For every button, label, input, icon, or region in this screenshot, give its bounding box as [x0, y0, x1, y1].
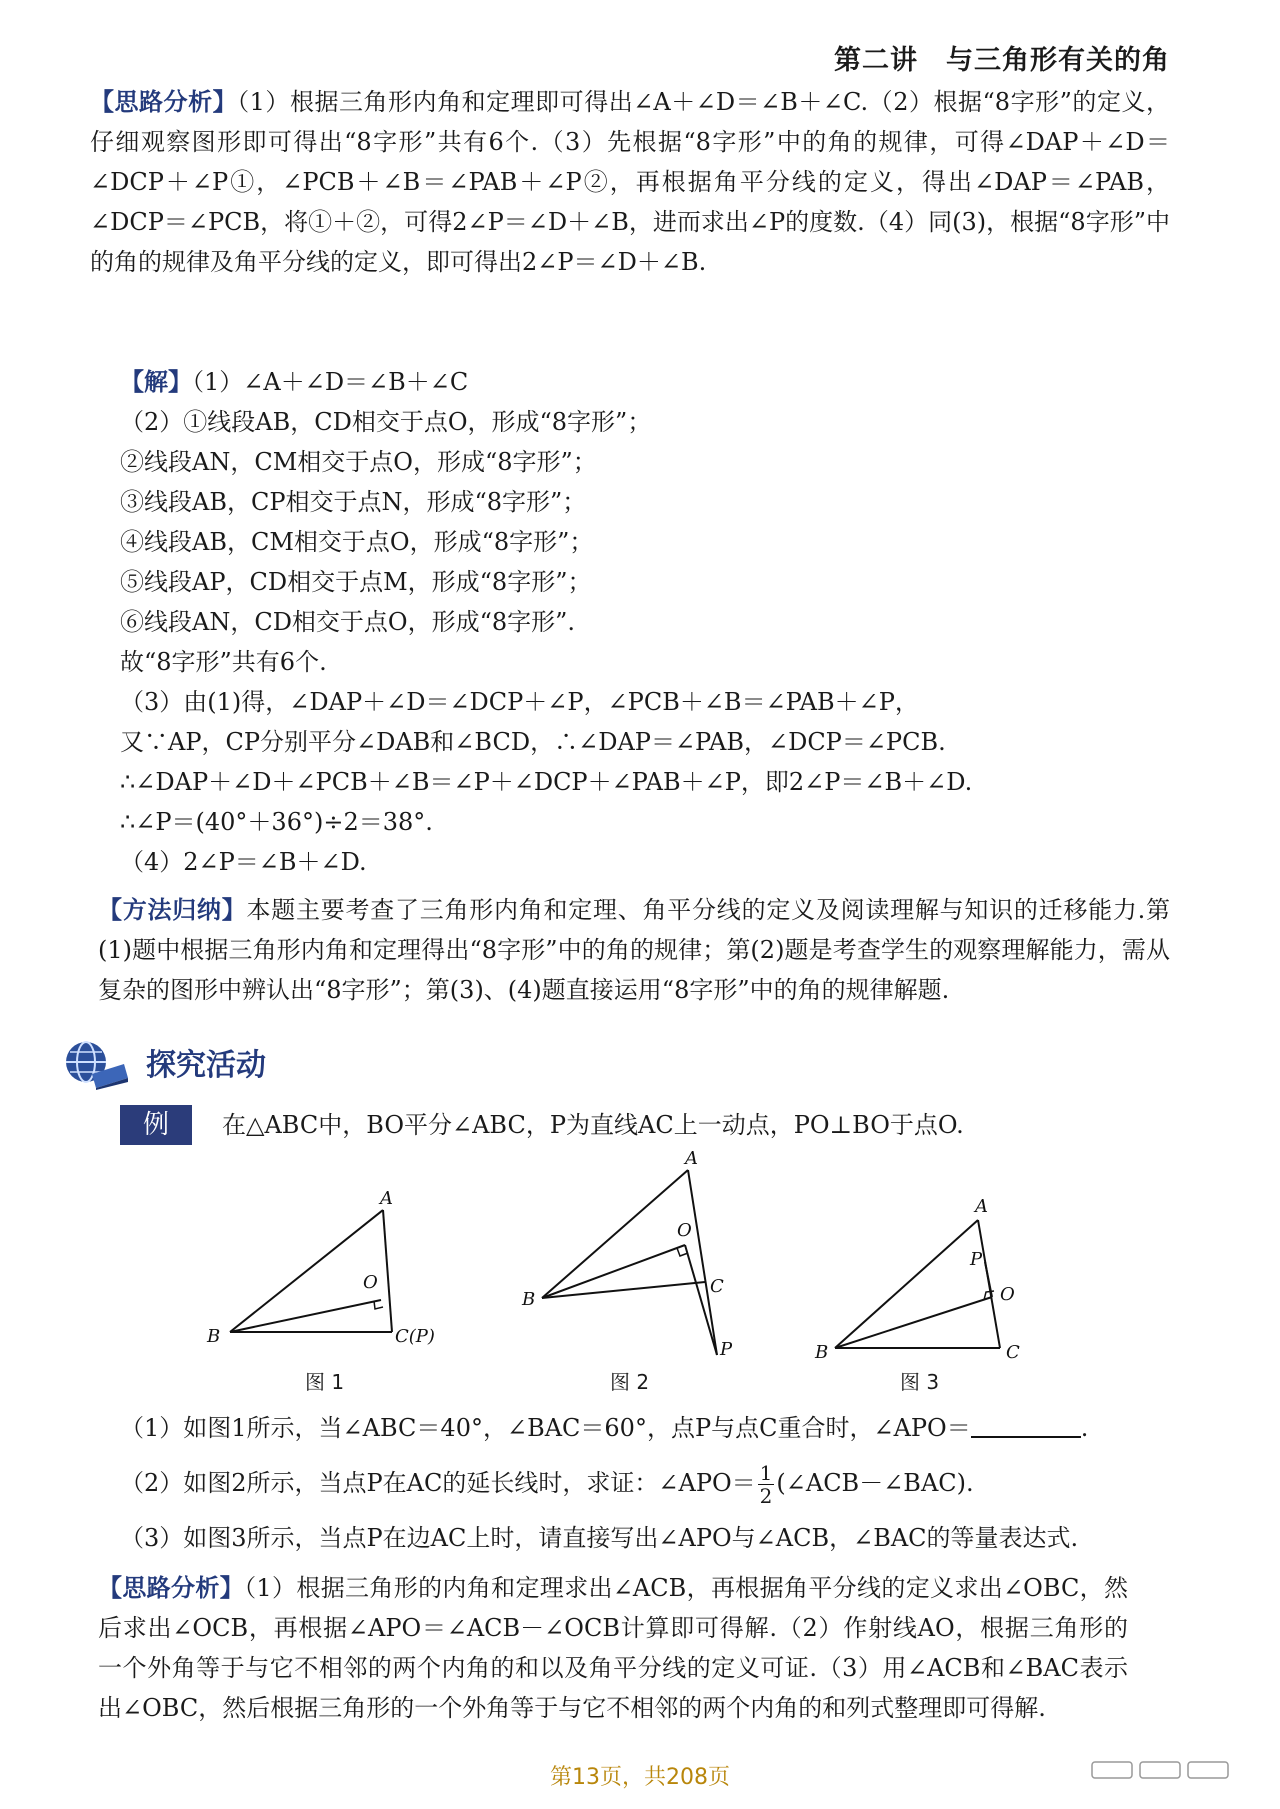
- fig1-label-O: O: [363, 1272, 378, 1293]
- fig3-label-B: B: [815, 1342, 829, 1363]
- fig2-label-B: B: [522, 1289, 536, 1310]
- fig2-label-O: O: [677, 1220, 692, 1241]
- example-badge: 例: [120, 1105, 192, 1145]
- page-header-title: 第二讲 与三角形有关的角: [834, 45, 1170, 76]
- figure-2-caption: 图 2: [610, 1370, 650, 1394]
- section-title-label: 探究活动: [146, 1048, 266, 1083]
- question-3: （3）如图3所示，当点P在边AC上时，请直接写出∠APO与∠ACB，∠BAC的等量表达式.: [120, 1524, 1079, 1552]
- page-thumbnail-strip-icon[interactable]: [1090, 1758, 1240, 1782]
- analysis-paragraph-2: [98, 1568, 1128, 1728]
- fig1-label-A: A: [380, 1188, 393, 1209]
- answer-blank: [971, 1412, 1081, 1438]
- solution-line-12: ∴∠P＝(40°＋36°)÷2＝38°.: [120, 808, 433, 836]
- fig2-label-P: P: [720, 1339, 733, 1360]
- solution-line-2: （2）①线段AB，CD相交于点O，形成“8字形”；: [120, 408, 652, 436]
- analysis-tag: 【思路分析】: [90, 88, 238, 116]
- fig1-label-C: C(P): [395, 1326, 435, 1347]
- solution-line-13: （4）2∠P＝∠B＋∠D.: [120, 848, 367, 876]
- analysis-text: （1）根据三角形内角和定理即可得出∠A＋∠D＝∠B＋∠C.（2）根据“8字形”的定义，仔细观察图形即可得出“8字形”共有6个.（3）先根据“8字形”中的角的规律，可得∠DAP＋∠D＝∠DCP＋∠P①，∠PCB＋∠B＝∠PAB＋∠P②，再根据角平分线的定义，得出∠DAP＝∠PAB，∠DCP＝∠PCB，将①＋②，可得2∠P＝∠D＋∠B，进而求出∠P的度数.（4）同(3)，根据“8字形”中的角的规律及角平分线的定义，即可得出2∠P＝∠D＋∠B.: [90, 88, 1170, 276]
- method-paragraph: [98, 890, 1170, 1010]
- question-1: （1）如图1所示，当∠ABC＝40°，∠BAC＝60°，点P与点C重合时，∠APO＝ .: [120, 1414, 1089, 1442]
- solution-line-4: ③线段AB，CP相交于点N，形成“8字形”；: [120, 488, 587, 516]
- solution-line-3: ②线段AN，CM相交于点O，形成“8字形”；: [120, 448, 597, 476]
- solution-line-5: ④线段AB，CM相交于点O，形成“8字形”；: [120, 528, 594, 556]
- analysis-paragraph-1: [90, 82, 1170, 282]
- fig2-label-C: C: [710, 1276, 724, 1297]
- fig3-label-P: P: [970, 1249, 983, 1270]
- globe-book-icon: [62, 1034, 132, 1090]
- analysis2-text: （1）根据三角形的内角和定理求出∠ACB，再根据角平分线的定义求出∠OBC，然后求出∠OCB，再根据∠APO＝∠ACB－∠OCB计算即可得解.（2）作射线AO，根据三角形的一个外角等于与它不相邻的两个内角的和以及角平分线的定义可证.（3）用∠ACB和∠BAC表示出∠OBC，然后根据三角形的一个外角等于与它不相邻的两个内角的和列式整理即可得解.: [98, 1574, 1128, 1722]
- example-text: 在△ABC中，BO平分∠ABC，P为直线AC上一动点，PO⊥BO于点O.: [222, 1111, 964, 1139]
- solution-line-10: 又∵AP，CP分别平分∠DAB和∠BCD，∴∠DAP＝∠PAB，∠DCP＝∠PCB.: [120, 728, 946, 756]
- solution-line-6: ⑤线段AP，CD相交于点M，形成“8字形”；: [120, 568, 592, 596]
- solution-line-11: ∴∠DAP＋∠D＋∠PCB＋∠B＝∠P＋∠DCP＋∠PAB＋∠P，即2∠P＝∠B＋∠D.: [120, 768, 973, 796]
- figure-3: [810, 1190, 1040, 1365]
- figure-1: [195, 1180, 465, 1375]
- fig3-label-A: A: [975, 1196, 988, 1217]
- method-text: 本题主要考查了三角形内角和定理、角平分线的定义及阅读理解与知识的迁移能力.第(1)题中根据三角形内角和定理得出“8字形”中的角的规律；第(2)题是考查学生的观察理解能力，需从复杂的图形中辨认出“8字形”；第(3)、(4)题直接运用“8字形”中的角的规律解题.: [98, 896, 1170, 1004]
- figure-1-caption: 图 1: [305, 1370, 345, 1394]
- solution-line-1: 【解】（1）∠A＋∠D＝∠B＋∠C: [120, 368, 469, 396]
- fig2-label-A: A: [685, 1150, 698, 1169]
- question-2: （2）如图2所示，当点P在AC的延长线时，求证：∠APO＝ $\frac{1}{2}$ (∠ACB－∠BAC).: [120, 1461, 974, 1508]
- fig1-label-B: B: [207, 1326, 221, 1347]
- solution-tag: 【解】: [120, 368, 192, 396]
- fig3-label-C: C: [1006, 1342, 1020, 1363]
- solution-line-7: ⑥线段AN，CD相交于点O，形成“8字形”.: [120, 608, 576, 636]
- fraction-one-half: $\frac{1}{2}$: [759, 1461, 773, 1508]
- method-tag: 【方法归纳】: [98, 896, 247, 924]
- solution-line-9: （3）由(1)得，∠DAP＋∠D＝∠DCP＋∠P，∠PCB＋∠B＝∠PAB＋∠P，: [120, 688, 919, 716]
- figure-2: [510, 1150, 760, 1365]
- fig3-label-O: O: [1000, 1284, 1015, 1305]
- page-number: 第13页，共208页: [550, 1765, 730, 1790]
- figure-3-caption: 图 3: [900, 1370, 940, 1394]
- solution-line-8: 故“8字形”共有6个.: [120, 648, 327, 676]
- analysis2-tag: 【思路分析】: [98, 1574, 245, 1602]
- section-title: [62, 1032, 266, 1092]
